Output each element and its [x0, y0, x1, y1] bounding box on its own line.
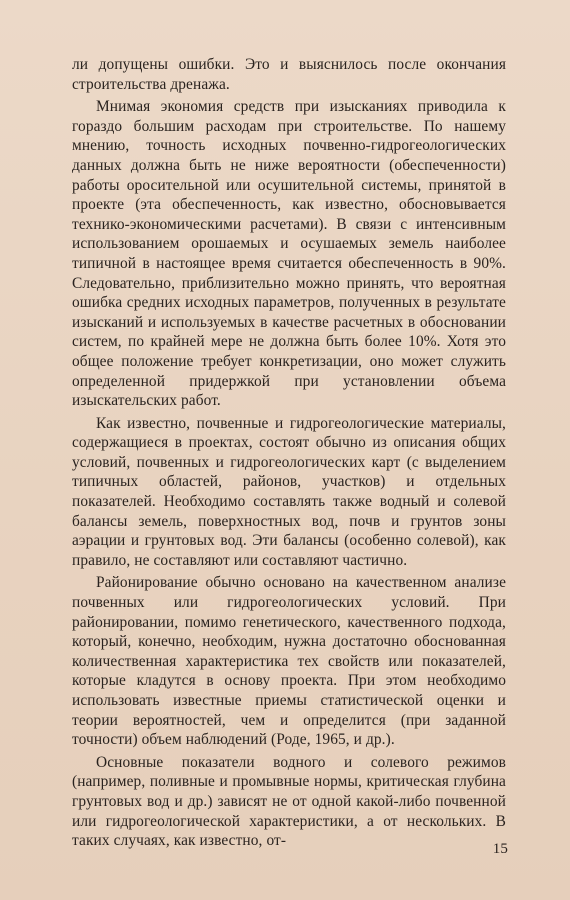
paragraph-water-salt-regime: Основные показатели водного и солевого режимов (например, поливные и промывные нормы, критическая глубина грунтовых вод и др.) зависят не от одной какой-либо почвенной или гидрогеологической характеристики, а от нескольких. В таких случаях, как известно, от- [72, 753, 506, 850]
paragraph-continuation: ли допущены ошибки. Это и выяснилось после окончания строительства дренажа. [72, 56, 506, 93]
paragraph-survey-economy: Мнимая экономия средств при изысканиях приводила к гораздо большим расходам при строительстве. По нашему мнению, точность исходных почвенно-гидрогеологических данных должна быть не ниже вероятности (обеспеченности) работы оросительной или осушительной системы, принятой в проекте (эта обеспеченность, как известно, обосновывается технико-экономическими расчетами). В связи с интенсивным использованием орошаемых и осушаемых земель наиболее типичной в настоящее время считается обеспеченность в 90%. Следовательно, приблизительно можно принять, что вероятная ошибка средних исходных параметров, полученных в результате изысканий и используемых в качестве расчетных в обосновании систем, по крайней мере не должна быть более 10%. Хотя это общее положение требует конкретизации, оно может служить определенной придержкой при установлении объема изыскательских работ. [72, 98, 506, 410]
paragraph-project-materials: Как известно, почвенные и гидрогеологические материалы, содержащиеся в проектах, состоят обычно из описания общих условий, почвенных и гидрогеологических карт (с выделением типичных областей, районов, участков) и отдельных показателей. Необходимо составлять также водный и солевой балансы земель, поверхностных вод, почв и грунтов зоны аэрации и грунтовых вод. Эти балансы (особенно солевой), как правило, не составляют или составляют частично. [72, 414, 506, 569]
paragraph-zoning: Районирование обычно основано на качественном анализе почвенных или гидрогеологических условий. При районировании, помимо генетического, качественного подхода, который, конечно, необходим, нужна достаточно обоснованная количественная характеристика тех свойств или показателей, которые кладутся в основу проекта. При этом необходимо использовать известные приемы статистической оценки и теории вероятностей, чем и определится (при заданной точности) объем наблюдений (Роде, 1965, и др.). [72, 574, 506, 749]
page-number: 15 [492, 841, 508, 857]
